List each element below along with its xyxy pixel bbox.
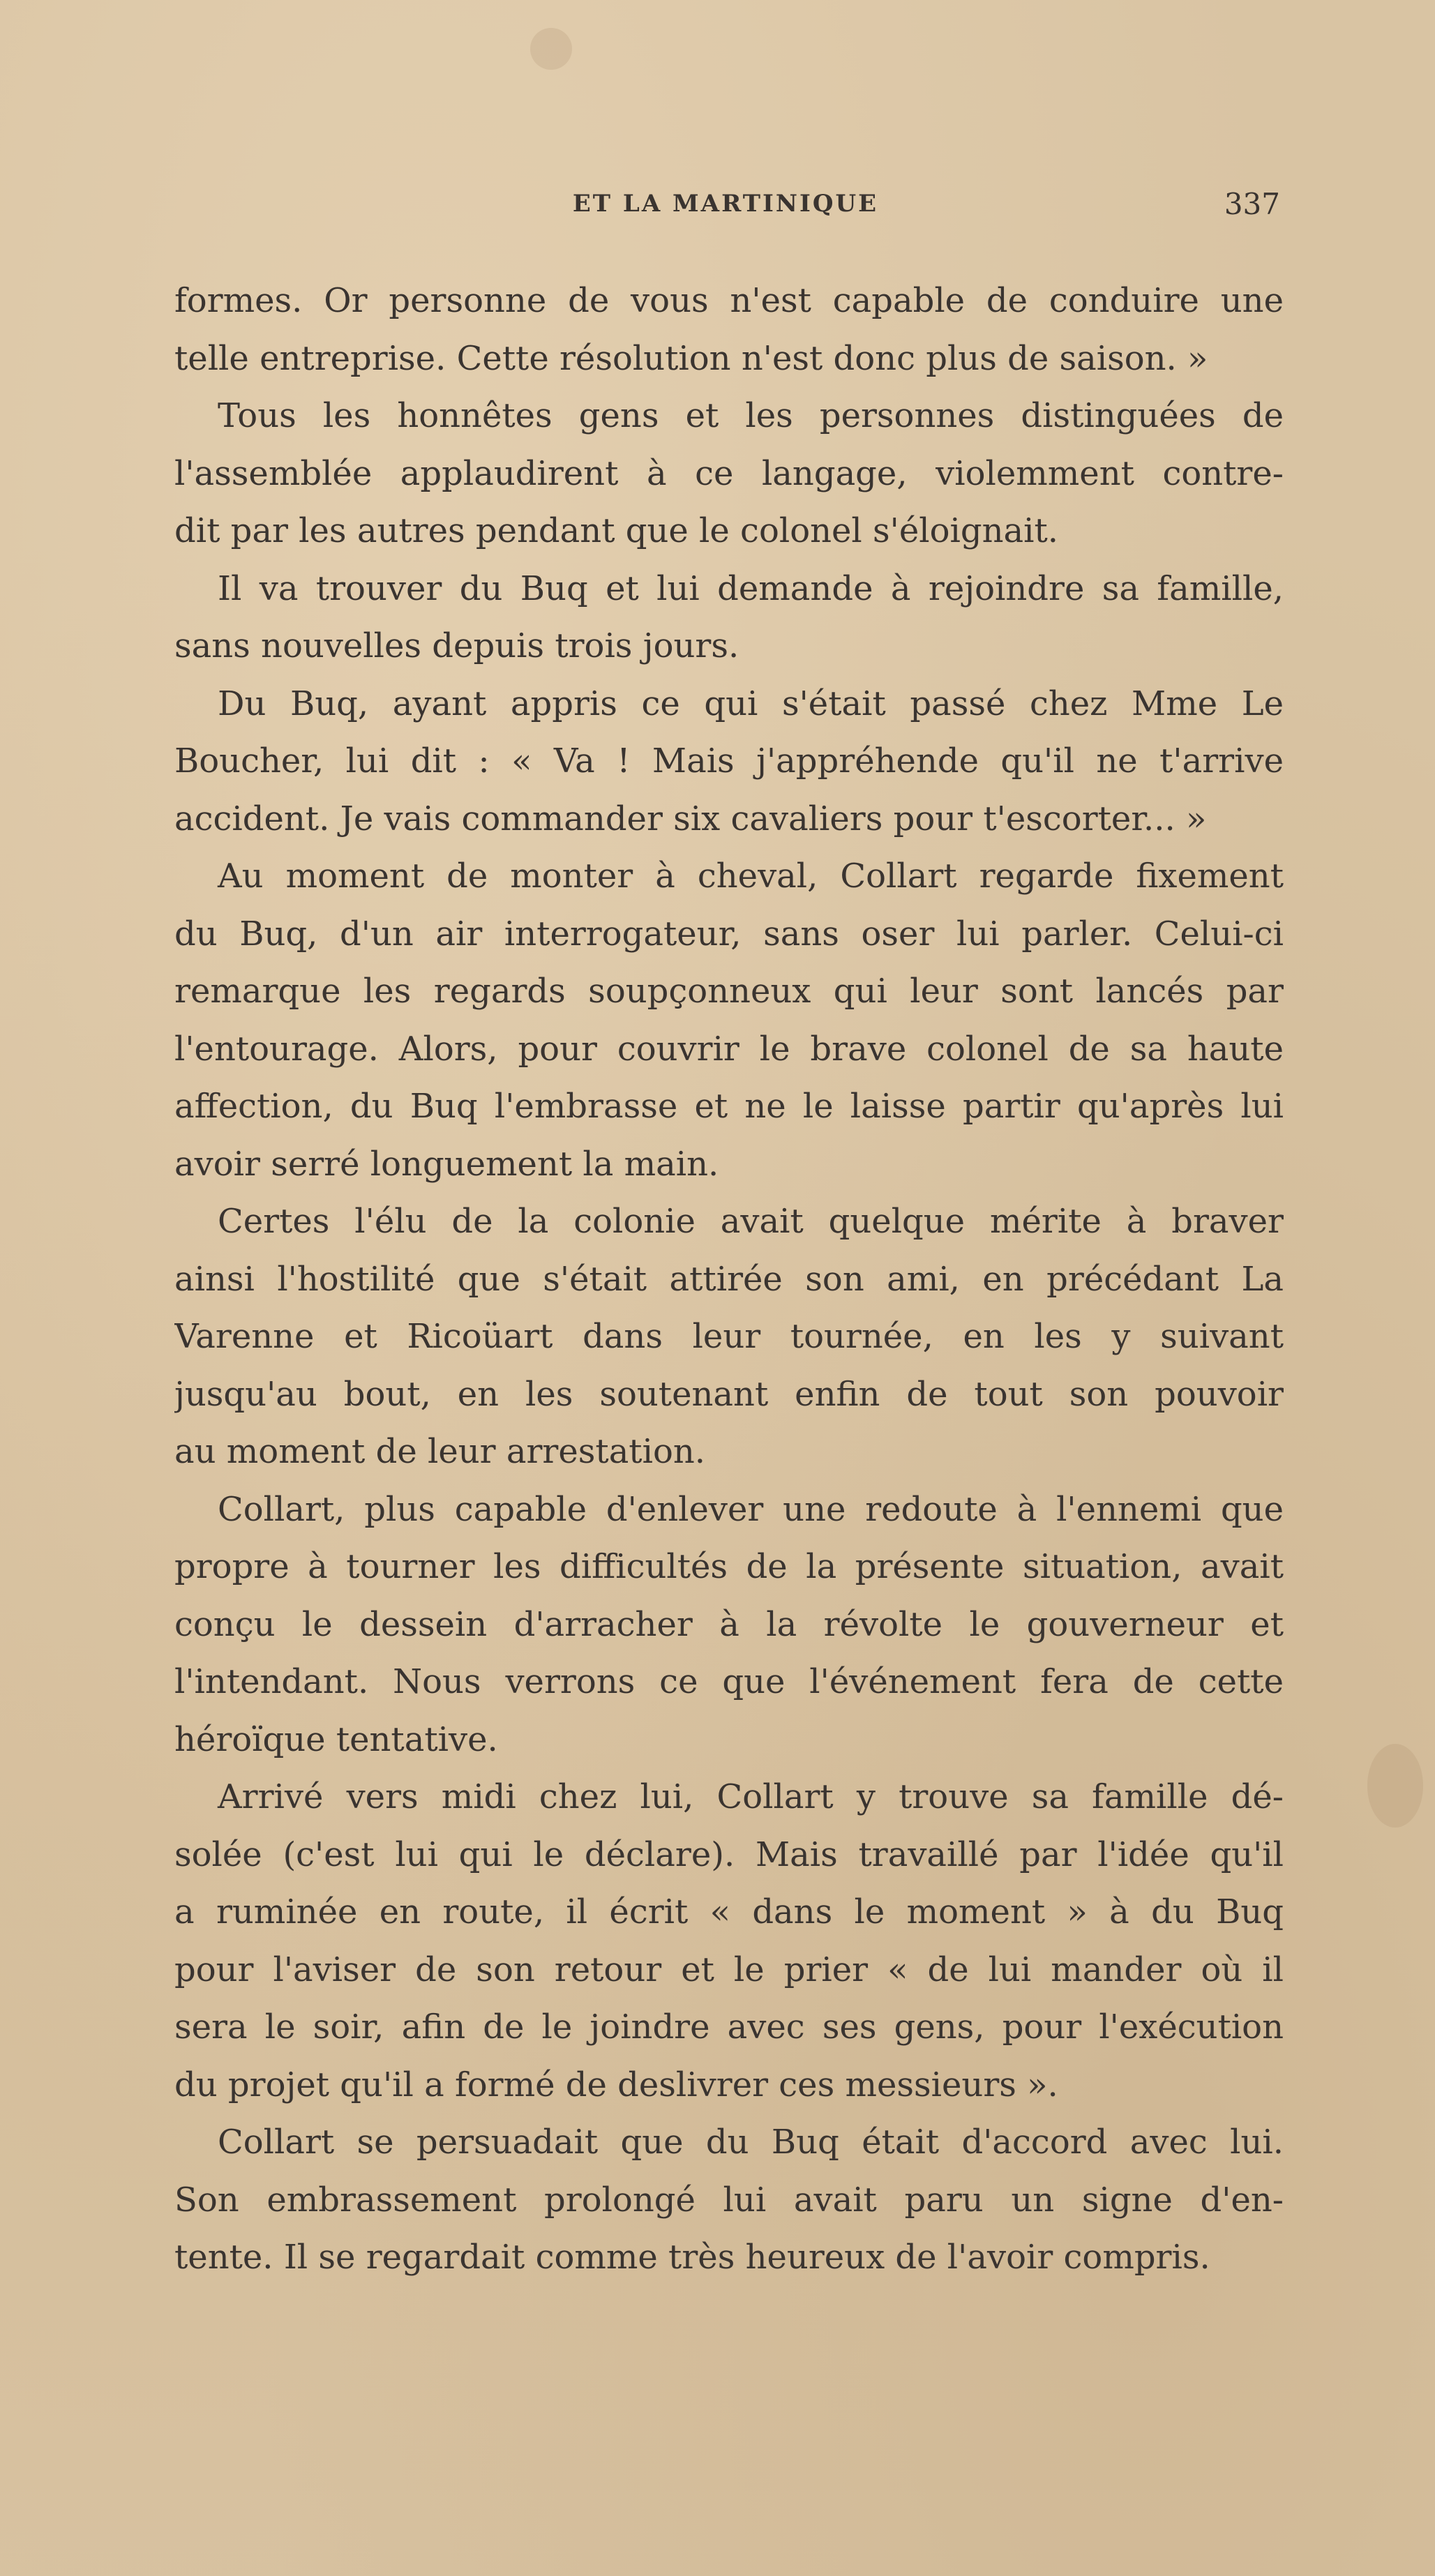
paragraph (174, 2114, 1284, 2287)
paragraph (174, 675, 1284, 848)
paragraph (174, 848, 1284, 1193)
page-number: 337 (1224, 187, 1280, 221)
text-line: avoir serré longuement la main. (174, 1144, 719, 1184)
paper-stain (530, 28, 572, 70)
text-line: du projet qu'il a formé de deslivrer ces messieurs ». (174, 2065, 1058, 2104)
text-line: Il va trouver du Buq et lui demande à rejoindre sa famille, (218, 568, 1284, 608)
running-head (171, 187, 1280, 232)
text-line: Arrivé vers midi chez lui, Collart y trouve sa famille dé- (218, 1777, 1284, 1816)
text-line: telle entreprise. Cette résolution n'est donc plus de saison. » (174, 338, 1208, 378)
body-text (174, 272, 1284, 2287)
running-title: ET LA MARTINIQUE (572, 190, 879, 218)
text-line: héroïque tentative. (174, 1719, 498, 1759)
text-line: sera le soir, afin de le joindre avec ses gens, pour l'exécution (174, 2008, 1284, 2047)
text-line: affection, du Buq l'embrasse et ne le laisse partir qu'après lui (174, 1087, 1284, 1126)
text-line: Varenne et Ricoüart dans leur tournée, en les y suivant (174, 1317, 1284, 1356)
paragraph (174, 1481, 1284, 1769)
text-line: remarque les regards soupçonneux qui leur sont lancés par (174, 972, 1284, 1011)
text-line: tente. Il se regardait comme très heureux de l'avoir compris. (174, 2238, 1210, 2277)
text-line: Boucher, lui dit : « Va ! Mais j'appréhende qu'il ne t'arrive (174, 741, 1284, 781)
text-line: formes. Or personne de vous n'est capable de conduire une (174, 281, 1284, 320)
text-line: Son embrassement prolongé lui avait paru un signe d'en- (174, 2180, 1284, 2220)
paragraph (174, 272, 1284, 387)
text-line: dit par les autres pendant que le colonel s'éloignait. (174, 511, 1059, 550)
paragraph (174, 1768, 1284, 2114)
text-line: propre à tourner les difficultés de la présente situation, avait (174, 1547, 1284, 1586)
text-line: accident. Je vais commander six cavaliers pour t'escorter... » (174, 799, 1207, 838)
text-line: solée (c'est lui qui le déclare). Mais travaillé par l'idée qu'il (174, 1835, 1284, 1874)
text-line: sans nouvelles depuis trois jours. (174, 626, 739, 665)
text-line: a ruminée en route, il écrit « dans le moment » à du Buq (174, 1892, 1284, 1931)
text-line: du Buq, d'un air interrogateur, sans oser lui parler. Celui-ci (174, 914, 1284, 954)
text-line: Tous les honnêtes gens et les personnes distinguées de (218, 396, 1284, 435)
text-line: Collart, plus capable d'enlever une redoute à l'ennemi que (218, 1489, 1284, 1529)
text-line: ainsi l'hostilité que s'était attirée son ami, en précédant La (174, 1259, 1284, 1299)
paper-stain (1367, 1744, 1423, 1828)
text-line: pour l'aviser de son retour et le prier « de lui mander où il (174, 1950, 1284, 1989)
text-line: l'assemblée applaudirent à ce langage, violemment contre- (174, 453, 1284, 493)
text-line: Du Buq, ayant appris ce qui s'était passé chez Mme Le (218, 684, 1284, 723)
paragraph (174, 387, 1284, 560)
paragraph (174, 1193, 1284, 1481)
text-line: Au moment de monter à cheval, Collart regarde fixement (218, 857, 1284, 896)
text-line: conçu le dessein d'arracher à la révolte le gouverneur et (174, 1604, 1284, 1644)
text-line: Certes l'élu de la colonie avait quelque mérite à braver (218, 1202, 1284, 1241)
text-line: l'intendant. Nous verrons ce que l'événement fera de cette (174, 1662, 1284, 1701)
text-line: l'entourage. Alors, pour couvrir le brave colonel de sa haute (174, 1029, 1284, 1069)
text-line: jusqu'au bout, en les soutenant enfin de tout son pouvoir (174, 1374, 1284, 1414)
paragraph (174, 560, 1284, 675)
text-line: au moment de leur arrestation. (174, 1432, 706, 1471)
text-line: Collart se persuadait que du Buq était d'accord avec lui. (218, 2123, 1284, 2162)
